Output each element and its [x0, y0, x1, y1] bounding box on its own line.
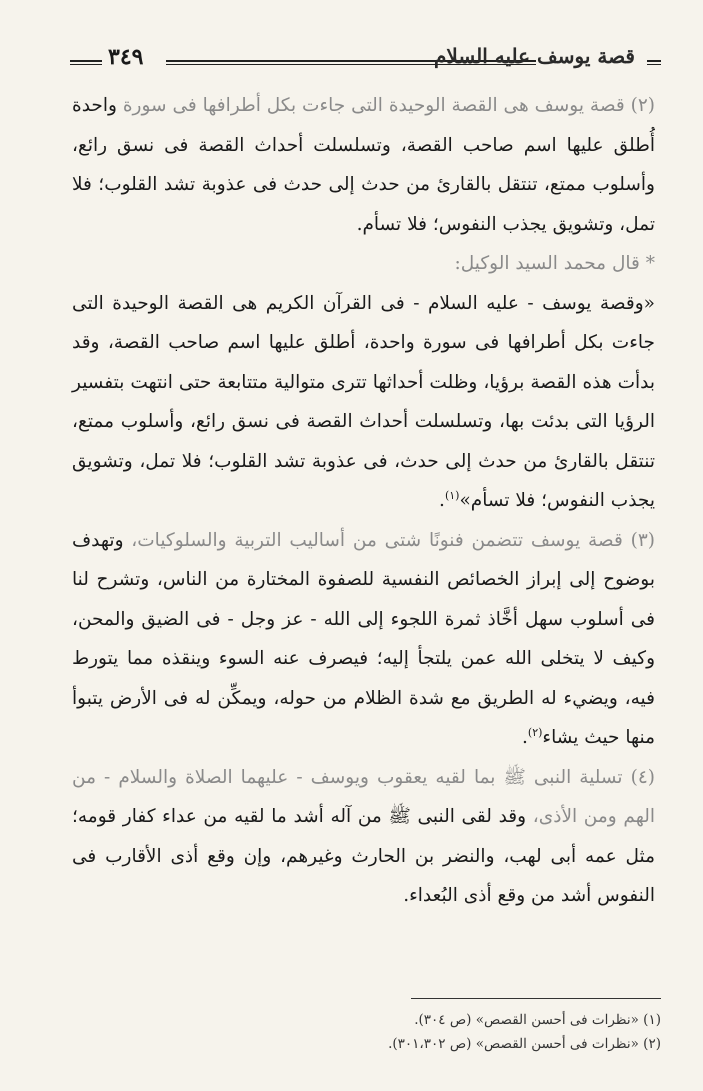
paragraph-lead: (٤) تسلية النبى ﷺ بما لقيه يعقوب ويوسف - عليهما الصلاة والسلام - من الهم ومن الأذى،: [72, 766, 655, 827]
footnote-divider: [411, 998, 661, 999]
footnote-1: (١) «نظرات فى أحسن القصص» (ص ٣٠٤).: [414, 1012, 661, 1028]
paragraph-end: .: [439, 490, 445, 511]
paragraph-quote: [72, 284, 661, 521]
page-header: [70, 44, 661, 72]
footnote-marker-1[interactable]: (١): [444, 488, 460, 502]
paragraph-point-2: [72, 86, 661, 244]
page-body: [72, 86, 661, 916]
footnote-2: (٢) «نظرات فى أحسن القصص» (ص ٣٠١،٣٠٢).: [388, 1036, 661, 1052]
paragraph-end: .: [522, 727, 528, 748]
running-title: قصة يوسف عليه السلام: [434, 44, 635, 68]
paragraph-text: وتهدف بوضوح إلى إبراز الخصائص النفسية للصفوة المختارة من الناس، وتشرح لنا فى أسلوب سهل أخَّاذ ثمرة اللجوء إلى الله - عز وجل - فى الضيق والمحن، وكيف لا يتخلى الله عمن يلتجأ إليه؛ فيصرف عنه السوء وينقذه مما يتورط فيه، ويضيء له الطريق مع شدة الظلام من حوله، ويمكِّن له فى الأرض يتبوأ منها حيث يشاء: [72, 529, 655, 748]
header-rule-right: [647, 60, 661, 65]
paragraph-point-4: [72, 758, 661, 916]
page-number: ٣٤٩: [108, 44, 144, 70]
paragraph-point-3: [72, 521, 661, 758]
paragraph-lead: * قال محمد السيد الوكيل:: [454, 253, 655, 274]
paragraph-text: «وقصة يوسف - عليه السلام - فى القرآن الكريم هى القصة الوحيدة التى جاءت بكل أطرافها فى سورة واحدة، أطلق عليها اسم صاحب القصة، وقد بدأت هذه القصة برؤيا، وظلت أحداثها تترى متوالية متتابعة حتى انتهت بتفسير الرؤيا التى بدئت بها، وتسلسلت أحداث القصة فى نسق رائع، وأسلوب ممتع، تنتقل بالقارئ من حدث إلى حدث، فى عذوبة تشد القلوب؛ فلا تمل، وتشويق يجذب النفوس؛ فلا تسأم»: [72, 292, 655, 511]
footnotes: [72, 1008, 661, 1056]
paragraph-lead: (٣) قصة يوسف تتضمن فنونًا شتى من أساليب التربية والسلوكيات،: [131, 529, 655, 551]
footnote-marker-2[interactable]: (٢): [527, 725, 543, 739]
paragraph-text: واحدة أُطلق عليها اسم صاحب القصة، وتسلسلت أحداث القصة فى نسق رائع، وأسلوب ممتع، تنتقل بالقارئ من حدث إلى حدث فى عذوبة تشد القلوب؛ فلا تمل، وتشويق يجذب النفوس؛ فلا تسأم.: [72, 95, 655, 235]
header-rule-left: [70, 60, 102, 65]
paragraph-lead: (٢) قصة يوسف هى القصة الوحيدة التى جاءت بكل أطرافها فى سورة: [122, 95, 656, 116]
paragraph-quote-attribution: [72, 244, 661, 284]
paragraph-text: وقد لقى النبى ﷺ من آله أشد ما لقيه من عداء كفار قومه؛ مثل عمه أبى لهب، والنضر بن الحارث وغيرهم، وإن وقع أذى الأقارب فى النفوس أشد من وقع أذى البُعداء.: [72, 806, 655, 906]
